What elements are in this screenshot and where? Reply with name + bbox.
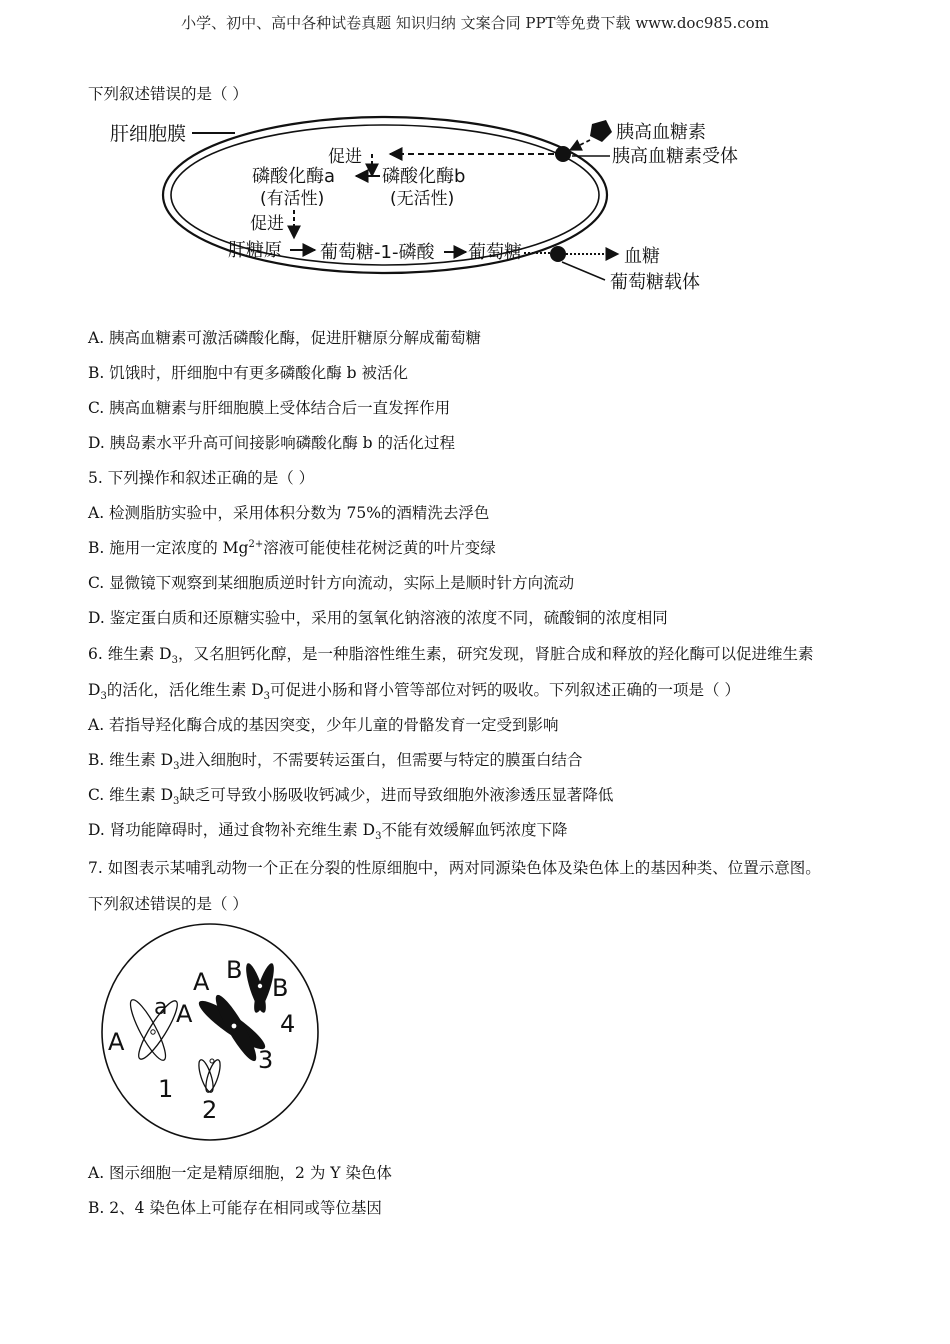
q7-stem-2: 下列叙述错误的是（ ） bbox=[88, 895, 248, 913]
g1p-label: 葡萄糖-1-磷酸 bbox=[320, 242, 435, 263]
enzyme-a-state: (有活性) bbox=[260, 189, 325, 209]
q5-option-b: B. 施用一定浓度的 $Mg^{2+}$溶液可能使桂花树泛黄的叶片变绿 bbox=[88, 538, 496, 557]
q4-option-a: A. 胰高血糖素可激活磷酸化酶，促进肝糖原分解成葡萄糖 bbox=[88, 329, 482, 347]
chromosome-cell-diagram bbox=[96, 920, 336, 1144]
q6-option-b: B. 维生素 $D_3$进入细胞时，不需要转运蛋白，但需要与特定的膜蛋白结合 bbox=[88, 751, 583, 773]
blood-sugar-label: 血糖 bbox=[624, 246, 660, 267]
gene-label-A3: A bbox=[193, 968, 210, 996]
gene-label-A2: A bbox=[176, 1000, 193, 1028]
gene-label-B1: B bbox=[226, 956, 243, 984]
glucagon-arrow bbox=[570, 140, 590, 150]
gene-label-a: a bbox=[154, 995, 168, 1020]
q4-stem: 下列叙述错误的是（ ） bbox=[88, 85, 248, 103]
enzyme-b-label: 磷酸化酶b bbox=[382, 166, 466, 187]
glycogen-label: 肝糖原 bbox=[228, 240, 282, 261]
page-header: 小学、初中、高中各种试卷真题 知识归纳 文案合同 PPT等免费下载 www.doc985.com bbox=[181, 14, 769, 32]
q5-option-a: A. 检测脂肪实验中，采用体积分数为 75%的酒精洗去浮色 bbox=[88, 504, 490, 522]
transporter-icon bbox=[550, 246, 566, 262]
gene-label-B2: B bbox=[272, 974, 289, 1002]
chromosome-number-1: 1 bbox=[158, 1075, 174, 1103]
enzyme-b-state: (无活性) bbox=[390, 189, 455, 209]
transporter-label: 葡萄糖载体 bbox=[610, 272, 700, 293]
receptor-label: 胰高血糖素受体 bbox=[612, 146, 738, 167]
q5-option-c: C. 显微镜下观察到某细胞质逆时针方向流动，实际上是顺时针方向流动 bbox=[88, 574, 575, 592]
q4-option-c: C. 胰高血糖素与肝细胞膜上受体结合后一直发挥作用 bbox=[88, 399, 451, 417]
q6-option-c: C. 维生素 $D_3$缺乏可导致小肠吸收钙减少，进而导致细胞外液渗透压显著降低 bbox=[88, 786, 614, 808]
chromosome-2 bbox=[196, 1058, 223, 1093]
chromosome-number-2: 2 bbox=[202, 1096, 218, 1124]
q7-stem: 7. 如图表示某哺乳动物一个正在分裂的性原细胞中，两对同源染色体及染色体上的基因种类、位置示意图。 bbox=[88, 859, 821, 877]
q6-option-d: D. 肾功能障碍时，通过食物补充维生素 $D_3$不能有效缓解血钙浓度下降 bbox=[88, 821, 568, 843]
enzyme-a-label: 磷酸化酶a bbox=[252, 166, 336, 187]
glucose-label: 葡萄糖 bbox=[468, 242, 522, 263]
q4-option-b: B. 饥饿时，肝细胞中有更多磷酸化酶 b 被活化 bbox=[88, 364, 409, 382]
q6-stem-line1: 6. 维生素 $D_3$，又名胆钙化醇，是一种脂溶性维生素，研究发现，肾脏合成和释放的羟化酶可以促进维生素 bbox=[88, 645, 814, 667]
membrane-label: 肝细胞膜 bbox=[110, 123, 187, 145]
chromosome-number-3: 3 bbox=[258, 1046, 274, 1074]
q5-stem: 5. 下列操作和叙述正确的是（ ） bbox=[88, 469, 315, 487]
q7-option-b: B. 2、4 染色体上可能存在相同或等位基因 bbox=[88, 1199, 382, 1217]
glucagon-label: 胰高血糖素 bbox=[616, 122, 706, 143]
promote-label-2: 促进 bbox=[250, 214, 284, 234]
chromosome-number-4: 4 bbox=[280, 1010, 296, 1038]
q4-option-d: D. 胰岛素水平升高可间接影响磷酸化酶 b 的活化过程 bbox=[88, 434, 456, 452]
q7-option-a: A. 图示细胞一定是精原细胞，2 为 Y 染色体 bbox=[88, 1164, 392, 1182]
liver-cell-diagram bbox=[100, 112, 760, 302]
q6-stem-line2: $D_3$的活化，活化维生素 $D_3$可促进小肠和肾小管等部位对钙的吸收。下列叙述正确的一项是（ ） bbox=[88, 681, 740, 703]
transporter-pointer bbox=[562, 262, 605, 280]
q6-option-a: A. 若指导羟化酶合成的基因突变，少年儿童的骨骼发育一定受到影响 bbox=[88, 716, 559, 734]
promote-label-1: 促进 bbox=[328, 147, 362, 167]
receptor-icon bbox=[555, 146, 571, 162]
glucagon-icon bbox=[590, 120, 612, 142]
gene-label-A1: A bbox=[108, 1028, 125, 1056]
q5-option-d: D. 鉴定蛋白质和还原糖实验中，采用的氢氧化钠溶液的浓度不同，硫酸铜的浓度相同 bbox=[88, 609, 668, 627]
